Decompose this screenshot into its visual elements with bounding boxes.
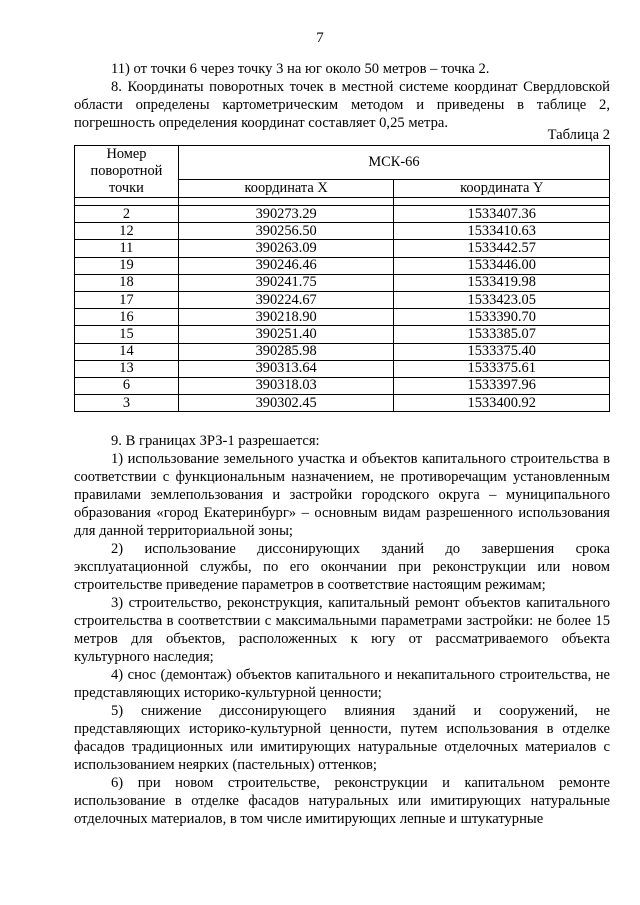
- header-point-number: Номер поворотной точки: [75, 146, 179, 198]
- coordinate-y: 1533419.98: [394, 274, 610, 291]
- list-item: 3) строительство, реконструкция, капитальный ремонт объектов капитального строительства в соответствии с максимальными параметрами застройки: не более 15 метров для объектов, расположенных к югу от рассматриваемого объекта культурного наследия;: [74, 595, 610, 665]
- point-number: 15: [75, 326, 179, 343]
- coordinate-y: 1533400.92: [394, 395, 610, 412]
- coordinate-x: 390224.67: [178, 291, 394, 308]
- page-number: 7: [316, 30, 324, 46]
- coordinates-table: [74, 145, 610, 412]
- header-coordinate-y: координата Y: [394, 180, 610, 198]
- table-row: [75, 395, 610, 412]
- table-row: [75, 343, 610, 360]
- coordinate-y: 1533375.40: [394, 343, 610, 360]
- table-row: [75, 360, 610, 377]
- point-number: 13: [75, 360, 179, 377]
- table-row: [75, 291, 610, 308]
- coordinate-y: 1533375.61: [394, 360, 610, 377]
- point-number: 2: [75, 206, 179, 223]
- coordinate-y: 1533446.00: [394, 257, 610, 274]
- coordinate-y: 1533397.96: [394, 377, 610, 394]
- coordinate-y: 1533390.70: [394, 309, 610, 326]
- coordinate-x: 390241.75: [178, 274, 394, 291]
- column-number-row: [75, 198, 610, 206]
- header-coordinate-x: координата X: [178, 180, 394, 198]
- list-item: 1) использование земельного участка и объектов капитального строительства в соответствии с функциональным назначением, не противоречащим установленным правилами землепользования и застройки городского округа – муниципального образования «город Екатеринбург» – основным видам разрешенного использования для данной территориальной зоны;: [74, 451, 610, 539]
- coordinate-y: 1533410.63: [394, 223, 610, 240]
- list-item: 5) снижение диссонирующего влияния зданий и сооружений, не представляющих историко-культурной ценности, путем использования в отделке фасадов традиционных или имитирующих натуральные отделочных материалов с использованием неярких (пастельных) оттенков;: [74, 703, 610, 773]
- table-row: [75, 240, 610, 257]
- coordinate-x: 390246.46: [178, 257, 394, 274]
- coordinate-x: 390251.40: [178, 326, 394, 343]
- section-9: [74, 432, 610, 828]
- coordinate-y: 1533385.07: [394, 326, 610, 343]
- coordinate-x: 390313.64: [178, 360, 394, 377]
- table-row: [75, 309, 610, 326]
- coordinate-y: 1533407.36: [394, 206, 610, 223]
- coordinate-x: 390263.09: [178, 240, 394, 257]
- coordinate-x: 390285.98: [178, 343, 394, 360]
- paragraph: 8. Координаты поворотных точек в местной системе координат Свердловской области определены картометрическим методом и приведены в таблице 2, погрешность определения координат составляет 0,25 метра.: [74, 79, 610, 131]
- header-coordinate-system: МСК-66: [178, 146, 609, 180]
- table-row: [75, 257, 610, 274]
- point-number: 17: [75, 291, 179, 308]
- point-number: 6: [75, 377, 179, 394]
- coordinate-x: 390318.03: [178, 377, 394, 394]
- intro-text: [74, 60, 610, 132]
- table-row: [75, 223, 610, 240]
- section-heading: 9. В границах ЗРЗ-1 разрешается:: [111, 433, 320, 449]
- coordinate-y: 1533423.05: [394, 291, 610, 308]
- coordinate-x: 390218.90: [178, 309, 394, 326]
- point-number: 14: [75, 343, 179, 360]
- coordinate-y: 1533442.57: [394, 240, 610, 257]
- list-item: 6) при новом строительстве, реконструкции и капитальном ремонте использование в отделке фасадов натуральных или имитирующих натуральные отделочных материалов, в том числе имитирующих лепные и штукатурные: [74, 775, 610, 827]
- table-row: [75, 274, 610, 291]
- point-number: 18: [75, 274, 179, 291]
- point-number: 11: [75, 240, 179, 257]
- point-number: 3: [75, 395, 179, 412]
- point-number: 12: [75, 223, 179, 240]
- table-row: [75, 377, 610, 394]
- paragraph: 11) от точки 6 через точку 3 на юг около 50 метров – точка 2.: [111, 61, 490, 77]
- coordinate-x: 390273.29: [178, 206, 394, 223]
- point-number: 19: [75, 257, 179, 274]
- coordinate-x: 390256.50: [178, 223, 394, 240]
- point-number: 16: [75, 309, 179, 326]
- table-row: [75, 206, 610, 223]
- list-item: 4) снос (демонтаж) объектов капитального и некапитального строительства, не представляющих историко-культурной ценности;: [74, 667, 610, 701]
- table-caption: Таблица 2: [547, 127, 610, 143]
- coordinate-x: 390302.45: [178, 395, 394, 412]
- list-item: 2) использование диссонирующих зданий до завершения срока эксплуатационной службы, по его окончании при реконструкции или новом строительстве приведение параметров в соответствие настоящим режимам;: [74, 541, 610, 593]
- table-row: [75, 326, 610, 343]
